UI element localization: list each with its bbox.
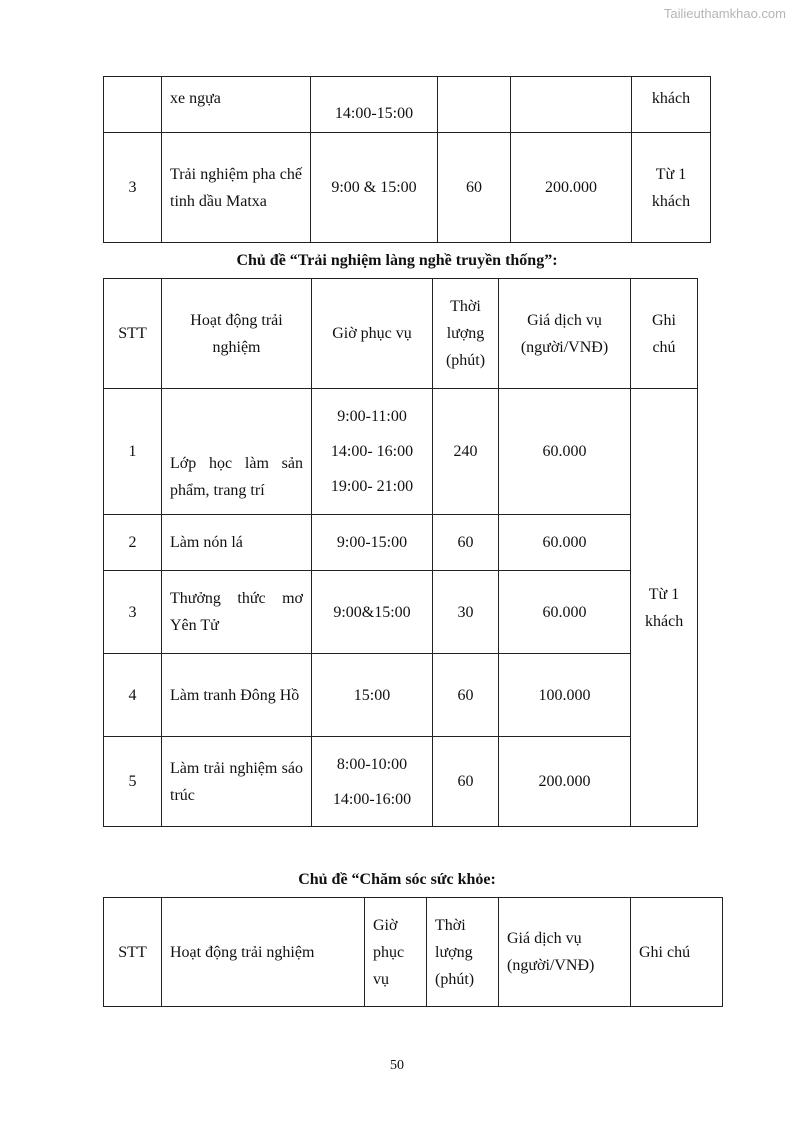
cell-hours: 14:00-15:00 [311,77,438,133]
cell-hours: 9:00 & 15:00 [311,133,438,243]
cell-stt: 3 [104,571,162,654]
cell-activity: Làm tranh Đông Hồ [162,654,312,737]
cell-price: 200.000 [499,737,631,827]
table-row [104,571,698,654]
page-number: 50 [390,1058,404,1073]
cell-activity: xe ngựa [162,77,311,133]
cell-duration: 240 [433,389,499,515]
header-activity: Hoạt động trải nghiệm [162,279,312,389]
table-craft-village [103,278,698,827]
cell-activity: Trải nghiệm pha chế tinh dầu Matxa [162,133,311,243]
cell-note: Từ 1 khách [632,133,711,243]
section-title-craft-village: Chủ đề “Trải nghiệm làng nghề truyền thống”: [236,252,558,269]
cell-stt: 4 [104,654,162,737]
header-hours: Giờ phục vụ [365,898,427,1007]
table-header-row [104,898,723,1007]
cell-hours: 9:00&15:00 [312,571,433,654]
header-note: Ghi chú [631,279,698,389]
header-hours: Giờ phục vụ [312,279,433,389]
hours-line: 14:00-16:00 [332,790,412,808]
hours-line: 19:00- 21:00 [330,478,414,495]
hours-line: 9:00-11:00 [337,408,407,425]
cell-price: 60.000 [499,515,631,571]
table-row [104,737,698,827]
table-health-care [103,897,723,1007]
cell-duration: 60 [433,654,499,737]
section-title-health-care: Chủ đề “Chăm sóc sức khỏe: [298,871,496,888]
cell-stt: 2 [104,515,162,571]
cell-hours: 15:00 [312,654,433,737]
header-duration: Thời lượng (phút) [433,279,499,389]
table-header-row [104,279,698,389]
table-row [104,515,698,571]
header-duration: Thời lượng (phút) [427,898,499,1007]
cell-stt: 5 [104,737,162,827]
header-price: Giá dịch vụ (người/VNĐ) [499,279,631,389]
hours-line: 8:00-10:00 [336,755,408,773]
cell-activity: Làm trải nghiệm sáo trúc [162,737,312,827]
cell-price: 60.000 [499,389,631,515]
cell-hours [312,389,433,515]
table-row [104,389,698,515]
header-activity: Hoạt động trải nghiệm [162,898,365,1007]
cell-duration: 60 [433,515,499,571]
table-row [104,77,711,133]
cell-activity: Lớp học làm sản phẩm, trang trí [162,389,312,515]
cell-hours [312,737,433,827]
cell-price: 60.000 [499,571,631,654]
cell-duration: 30 [433,571,499,654]
cell-stt: 3 [104,133,162,243]
cell-activity: Thưởng thức mơ Yên Tử [162,571,312,654]
table-row [104,133,711,243]
cell-price: 200.000 [511,133,632,243]
hours-line: 14:00- 16:00 [330,443,414,460]
header-stt: STT [104,898,162,1007]
cell-price [511,77,632,133]
table-row [104,654,698,737]
watermark: Tailieuthamkhao.com [663,6,786,21]
cell-price: 100.000 [499,654,631,737]
cell-stt [104,77,162,133]
cell-duration: 60 [438,133,511,243]
header-note: Ghi chú [631,898,723,1007]
cell-activity: Làm nón lá [162,515,312,571]
cell-note: khách [632,77,711,133]
cell-duration [438,77,511,133]
cell-stt: 1 [104,389,162,515]
header-price: Giá dịch vụ (người/VNĐ) [499,898,631,1007]
cell-note: Từ 1 khách [631,389,698,827]
table-previous-continued [103,76,711,243]
header-stt: STT [104,279,162,389]
cell-duration: 60 [433,737,499,827]
cell-hours: 9:00-15:00 [312,515,433,571]
